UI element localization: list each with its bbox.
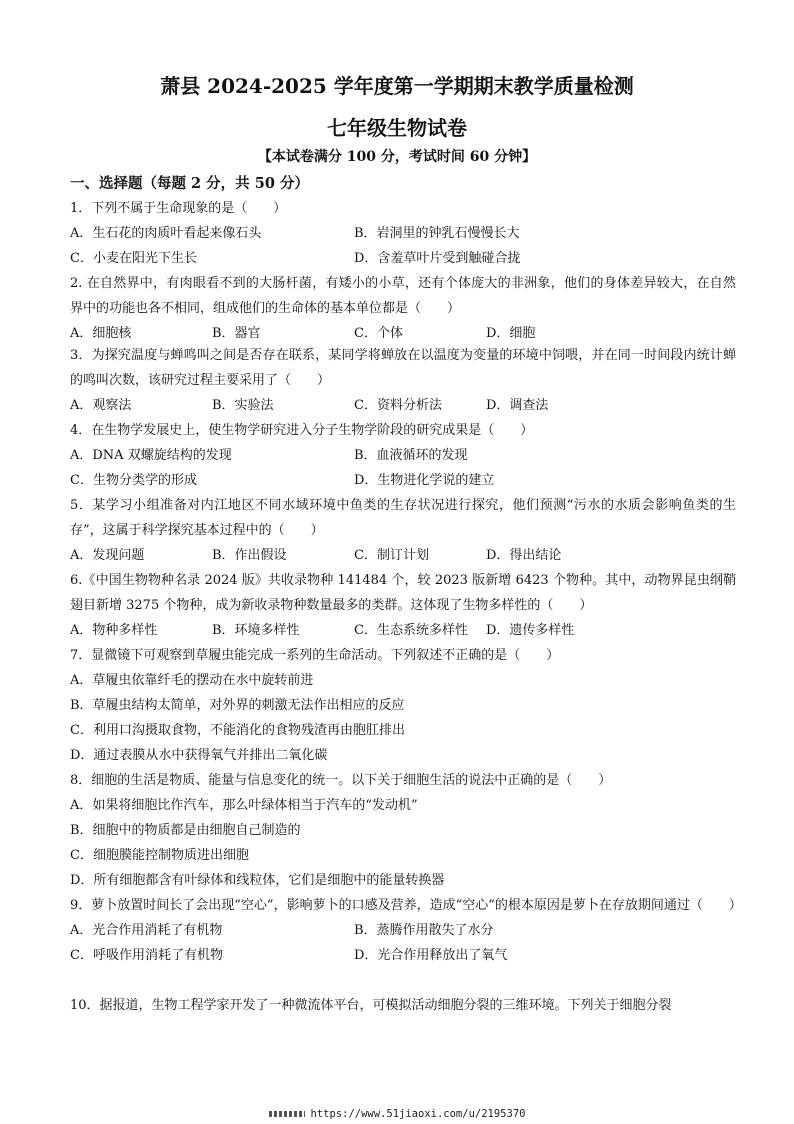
option-d: D．遗传多样性 — [486, 623, 575, 638]
option-c: C．资料分析法 — [354, 398, 442, 413]
option-d: D．含羞草叶片受到触碰合拢 — [354, 251, 521, 266]
question-stem: 4．在生物学发展史上，使生物学研究进入分子生物学阶段的研究成果是（ ） — [70, 423, 534, 438]
option-d: D．通过表膜从水中获得氧气并排出二氧化碳 — [70, 748, 328, 763]
option-a: A．细胞核 — [70, 326, 132, 341]
option-a: A．物种多样性 — [70, 623, 158, 638]
question-stem: 9．萝卜放置时间长了会出现“空心”，影响萝卜的口感及营养，造成“空心”的根本原因是萝卜在存放期间通过（ ） — [70, 898, 742, 913]
option-b: B．血液循环的发现 — [354, 448, 468, 463]
page-footer — [0, 1108, 794, 1120]
question-stem: 7．显微镜下可观察到草履虫能完成一系列的生命活动。下列叙述不正确的是（ ） — [70, 648, 560, 663]
option-c: C．呼吸作用消耗了有机物 — [70, 948, 223, 963]
option-b: B．实验法 — [212, 398, 274, 413]
question-8 — [70, 768, 736, 893]
option-c: C．细胞膜能控制物质进出细胞 — [70, 848, 249, 863]
question-stem: 6.《中国生物物种名录 2024 版》共收录物种 141484 个，较 2023 版新增 6423 个物种。其中，动物界昆虫纲鞘翅目新增 3275 个物种，成为新收录物种数量最多的类群。这体现了生物多样性的（ ） — [70, 573, 736, 613]
question-stem: 10．据报道，生物工程学家开发了一种微流体平台，可模拟活动细胞分裂的三维环境。下列关于细胞分裂 — [70, 998, 672, 1013]
question-stem: 1．下列不属于生命现象的是（ ） — [70, 201, 287, 216]
option-c: C．小麦在阳光下生长 — [70, 251, 197, 266]
option-b: B．蒸腾作用散失了水分 — [354, 923, 494, 938]
question-10 — [70, 993, 736, 1018]
question-stem: 2. 在自然界中，有肉眼看不到的大肠杆菌，有矮小的小草，还有个体庞大的非洲象，他们的身体差异较大，在自然界中的功能也各不相同，组成他们的生命体的基本单位都是（ ） — [70, 276, 736, 316]
option-d: D．得出结论 — [486, 548, 562, 563]
question-5 — [70, 493, 736, 568]
option-b: B．器官 — [212, 326, 261, 341]
exam-title: 萧县 2024-2025 学年度第一学期期末教学质量检测 — [160, 74, 634, 98]
option-d: D．生物进化学说的建立 — [354, 473, 495, 488]
question-stem: 5．某学习小组准备对内江地区不同水域环境中鱼类的生存状况进行探究，他们预测“污水的水质会影响鱼类的生存”，这属于科学探究基本过程中的（ ） — [70, 498, 736, 538]
option-b: B．作出假设 — [212, 548, 287, 563]
option-d: D．调查法 — [486, 398, 549, 413]
option-c: C．生态系统多样性 — [354, 623, 468, 638]
option-a: A．发现问题 — [70, 548, 145, 563]
question-4 — [70, 418, 736, 493]
exam-note: 【本试卷满分 100 分，考试时间 60 分钟】 — [257, 149, 537, 165]
section-heading: 一、选择题（每题 2 分，共 50 分） — [70, 175, 309, 192]
question-2 — [70, 271, 736, 346]
option-a: A．草履虫依靠纤毛的摆动在水中旋转前进 — [70, 673, 314, 688]
option-d: D．所有细胞都含有叶绿体和线粒体，它们是细胞中的能量转换器 — [70, 873, 445, 888]
question-7 — [70, 643, 736, 768]
option-d: D．光合作用释放出了氧气 — [354, 948, 508, 963]
option-a: A．观察法 — [70, 398, 132, 413]
question-stem: 8．细胞的生活是物质、能量与信息变化的统一。以下关于细胞生活的说法中正确的是（ ） — [70, 773, 612, 788]
option-a: A．生石花的肉质叶看起来像石头 — [70, 226, 262, 241]
question-9 — [70, 893, 742, 968]
option-a: A．如果将细胞比作汽车，那么叶绿体相当于汽车的“发动机” — [70, 798, 418, 813]
option-b: B．岩洞里的钟乳石慢慢长大 — [354, 226, 520, 241]
exam-subtitle: 七年级生物试卷 — [327, 116, 467, 140]
option-b: B．环境多样性 — [212, 623, 300, 638]
question-1 — [70, 196, 736, 271]
option-c: C．个体 — [354, 326, 403, 341]
option-d: D．细胞 — [486, 326, 536, 341]
option-c: C．利用口沟摄取食物，不能消化的食物残渣再由胞肛排出 — [70, 723, 405, 738]
question-3 — [70, 343, 736, 418]
footer-url[interactable]: https://www.51jiaoxi.com/u/2195370 — [310, 1108, 526, 1120]
option-b: B．草履虫结构太简单，对外界的刺激无法作出相应的反应 — [70, 698, 405, 713]
option-b: B．细胞中的物质都是由细胞自己制造的 — [70, 823, 301, 838]
option-c: C．制订计划 — [354, 548, 429, 563]
question-stem: 3．为探究温度与蝉鸣叫之间是否存在联系，某同学将蝉放在以温度为变量的环境中饲喂，并在同一时间段内统计蝉的鸣叫次数，该研究过程主要采用了（ ） — [70, 348, 736, 388]
option-a: A．DNA 双螺旋结构的发现 — [70, 448, 232, 463]
option-c: C．生物分类学的形成 — [70, 473, 197, 488]
option-a: A．光合作用消耗了有机物 — [70, 923, 223, 938]
question-6 — [70, 568, 736, 643]
watermark-logo-icon — [269, 1111, 305, 1117]
